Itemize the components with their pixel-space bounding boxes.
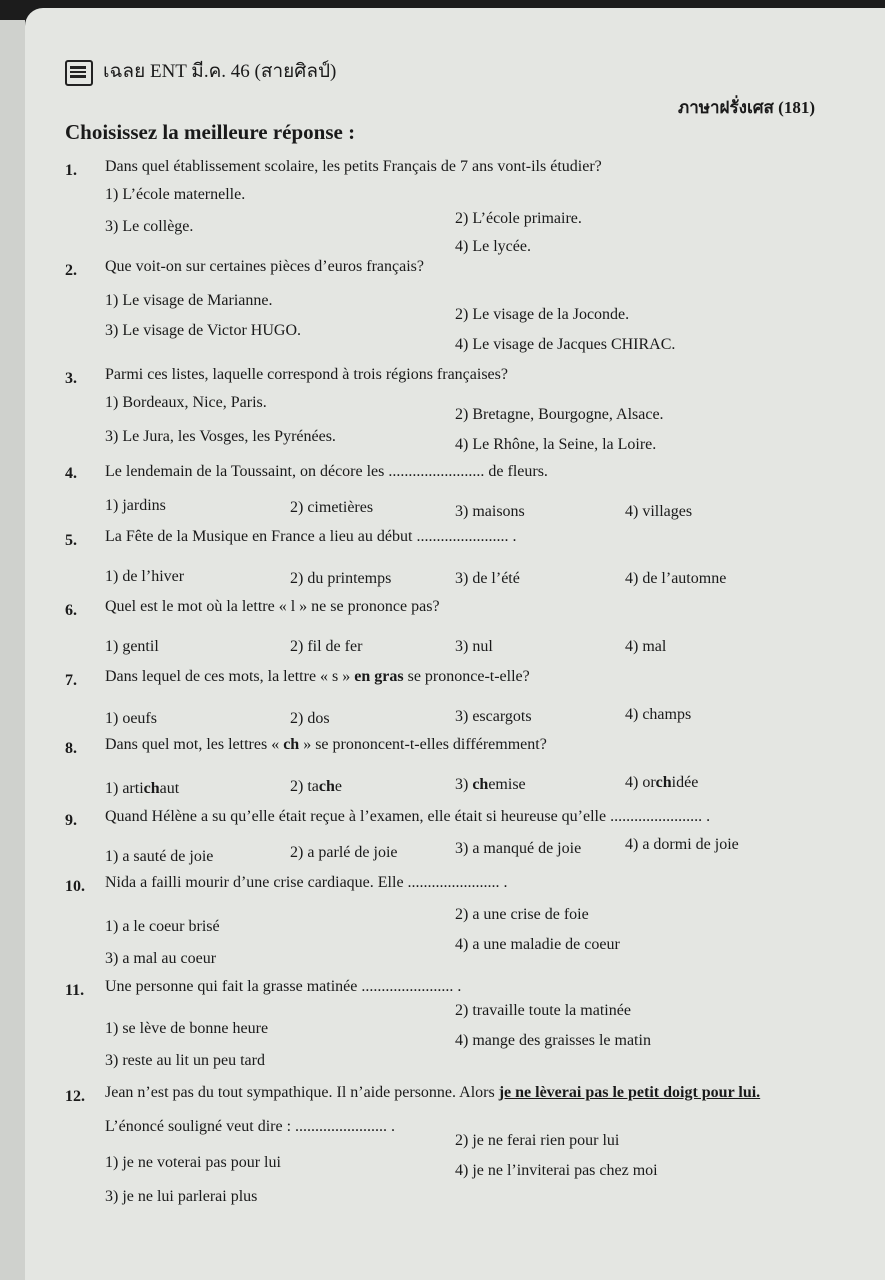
option-4[interactable]: 4) villages (625, 503, 693, 520)
option-3-text: 3) (455, 776, 473, 793)
page-number: ภาษาฝรั่งเศส (181) (678, 98, 815, 117)
question-text-c: » se prononcent-t-elles différemment? (303, 736, 547, 753)
option-3[interactable]: 3) Le visage de Victor HUGO. (105, 322, 302, 339)
option-1-bold: ch (143, 780, 160, 797)
option-3[interactable]: 3) escargots (455, 708, 532, 725)
option-1[interactable]: 1) Le visage de Marianne. (105, 292, 273, 309)
question-subtext: L’énoncé souligné veut dire : ....................... . (105, 1118, 396, 1135)
option-2[interactable]: 2) cimetières (290, 499, 374, 516)
instruction: Choisissez la meilleure réponse : (65, 120, 356, 144)
question-number: 9. (65, 812, 77, 829)
option-4[interactable]: 4) champs (625, 706, 692, 723)
option-3[interactable]: 3) a manqué de joie (455, 840, 582, 857)
option-3[interactable]: 3) je ne lui parlerai plus (105, 1188, 258, 1205)
option-1[interactable]: 1) jardins (105, 497, 166, 514)
option-4-text-end: idée (671, 774, 699, 791)
question-text: Parmi ces listes, laquelle correspond à trois régions françaises? (105, 366, 508, 383)
exam-page (25, 8, 885, 1280)
option-1[interactable]: 1) gentil (105, 638, 159, 655)
option-1[interactable]: 1) L’école maternelle. (105, 186, 246, 203)
option-3[interactable]: 3) Le Jura, les Vosges, les Pyrénées. (105, 428, 336, 445)
option-1[interactable]: 1) je ne voterai pas pour lui (105, 1154, 281, 1171)
option-3-text-end: emise (488, 776, 526, 793)
question-text: Quel est le mot où la lettre « l » ne se prononce pas? (105, 598, 440, 615)
question-text: Nida a failli mourir d’une crise cardiaque. Elle ....................... . (105, 874, 508, 891)
option-1[interactable] (105, 780, 179, 798)
option-3[interactable]: 3) Le collège. (105, 218, 194, 235)
option-3[interactable]: 3) reste au lit un peu tard (105, 1052, 265, 1069)
option-4[interactable]: 4) mal (625, 638, 667, 655)
question-number: 4. (65, 465, 77, 482)
option-2-text-end: e (334, 778, 342, 795)
question-text-a: Jean n’est pas du tout sympathique. Il n’aide personne. Alors (105, 1084, 495, 1101)
option-4[interactable]: 4) Le lycée. (455, 238, 531, 255)
option-4-bold: ch (655, 774, 672, 791)
question-number: 8. (65, 740, 77, 757)
option-3[interactable]: 3) maisons (455, 503, 525, 520)
option-1[interactable]: 1) a sauté de joie (105, 848, 214, 865)
question-number: 11. (65, 982, 85, 999)
page-header (65, 56, 336, 86)
option-4[interactable]: 4) je ne l’inviterai pas chez moi (455, 1162, 658, 1179)
question-number: 3. (65, 370, 77, 387)
option-4[interactable]: 4) Le Rhône, la Seine, la Loire. (455, 436, 657, 453)
question-text-bold: en gras (354, 668, 404, 685)
question-number: 5. (65, 532, 77, 549)
question-text-a: Dans quel mot, les lettres « (105, 736, 280, 753)
option-1[interactable]: 1) a le coeur brisé (105, 918, 220, 935)
option-1[interactable]: 1) se lève de bonne heure (105, 1020, 269, 1037)
option-1[interactable]: 1) Bordeaux, Nice, Paris. (105, 394, 267, 411)
question-text-c: se prononce-t-elle? (407, 668, 530, 685)
question-number: 12. (65, 1088, 85, 1105)
option-2[interactable]: 2) L’école primaire. (455, 210, 582, 227)
question-text: Une personne qui fait la grasse matinée ....................... . (105, 978, 462, 995)
option-4[interactable]: 4) Le visage de Jacques CHIRAC. (455, 336, 676, 353)
book-gutter (0, 20, 25, 1280)
question-text: Dans quel établissement scolaire, les petits Français de 7 ans vont-ils étudier? (105, 158, 602, 175)
option-3[interactable]: 3) nul (455, 638, 493, 655)
option-1-text: 1) arti (105, 780, 144, 797)
question-text (105, 1084, 760, 1102)
option-3[interactable]: 3) a mal au coeur (105, 950, 217, 967)
question-number: 2. (65, 262, 77, 279)
option-2[interactable] (290, 778, 342, 796)
question-text-bold: ch (283, 736, 300, 753)
question-text (105, 668, 530, 686)
option-3[interactable] (455, 776, 526, 794)
question-text: Le lendemain de la Toussaint, on décore les ........................ de fleurs. (105, 463, 548, 480)
option-4[interactable]: 4) a dormi de joie (625, 836, 739, 853)
option-2[interactable]: 2) fil de fer (290, 638, 363, 655)
book-logo-icon (65, 60, 93, 86)
option-2[interactable]: 2) travaille toute la matinée (455, 1002, 631, 1019)
option-1[interactable]: 1) oeufs (105, 710, 157, 727)
option-4[interactable]: 4) mange des graisses le matin (455, 1032, 651, 1049)
question-text: La Fête de la Musique en France a lieu au début ....................... . (105, 528, 517, 545)
question-number: 10. (65, 878, 85, 895)
question-text: Quand Hélène a su qu’elle était reçue à l’examen, elle était si heureuse qu’elle ....................... . (105, 808, 711, 825)
option-2[interactable]: 2) Le visage de la Joconde. (455, 306, 630, 323)
option-2-bold: ch (318, 778, 335, 795)
option-3-bold: ch (472, 776, 489, 793)
option-2[interactable]: 2) Bretagne, Bourgogne, Alsace. (455, 406, 664, 423)
option-4[interactable] (625, 774, 698, 792)
question-text: Que voit-on sur certaines pièces d’euros français? (105, 258, 424, 275)
option-2-text: 2) ta (290, 778, 319, 795)
option-4[interactable]: 4) a une maladie de coeur (455, 936, 620, 953)
question-number: 1. (65, 162, 77, 179)
option-1[interactable]: 1) de l’hiver (105, 568, 185, 585)
option-3[interactable]: 3) de l’été (455, 570, 520, 587)
option-4-text: 4) or (625, 774, 656, 791)
option-2[interactable]: 2) a une crise de foie (455, 906, 589, 923)
option-2[interactable]: 2) dos (290, 710, 330, 727)
question-text-underlined: je ne lèverai pas le petit doigt pour lui. (498, 1084, 761, 1101)
option-1-text-end: aut (159, 780, 180, 797)
question-text (105, 736, 547, 754)
question-number: 7. (65, 672, 77, 689)
option-4[interactable]: 4) de l’automne (625, 570, 727, 587)
option-2[interactable]: 2) je ne ferai rien pour lui (455, 1132, 620, 1149)
option-2[interactable]: 2) a parlé de joie (290, 844, 398, 861)
option-2[interactable]: 2) du printemps (290, 570, 392, 587)
question-number: 6. (65, 602, 77, 619)
question-text-a: Dans lequel de ces mots, la lettre « s » (105, 668, 351, 685)
header-title: เฉลย ENT มี.ค. 46 (สายศิลป์) (103, 61, 337, 82)
